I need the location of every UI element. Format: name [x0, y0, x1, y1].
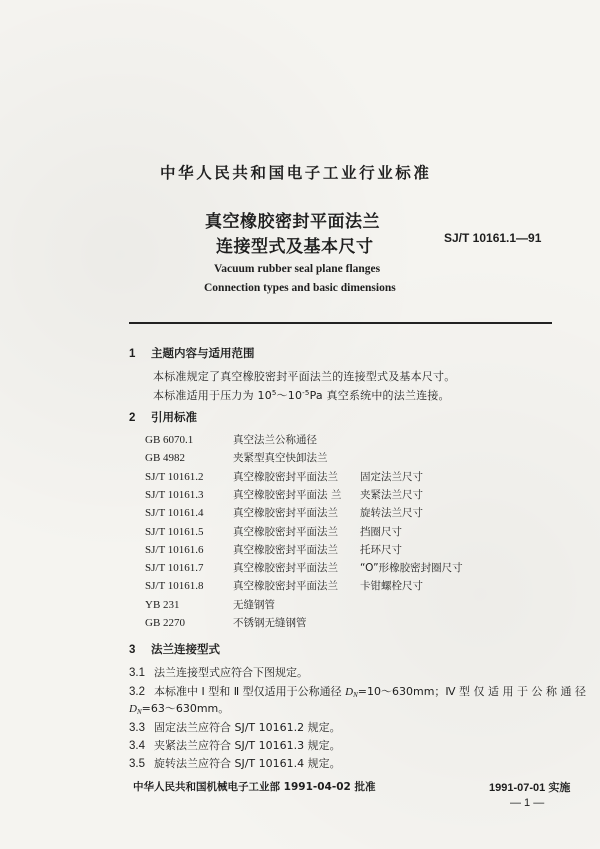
clause-3-5	[129, 755, 341, 771]
reference-code: SJ/T 10161.3	[145, 489, 204, 501]
section-number: 2	[129, 412, 136, 424]
reference-subtitle: 卡钳螺栓尺寸	[360, 580, 423, 592]
reference-code: GB 2270	[145, 617, 186, 629]
reference-row	[145, 432, 360, 447]
reference-row	[145, 542, 402, 557]
reference-code: SJ/T 10161.6	[145, 544, 204, 556]
reference-subtitle: 夹紧法兰尺寸	[360, 489, 423, 501]
title-chinese-line1: 真空橡胶密封平面法兰	[205, 212, 380, 232]
section-1-paragraph-1: 本标准规定了真空橡胶密封平面法兰的连接型式及基本尺寸。	[153, 370, 456, 383]
clause-3-3	[129, 719, 341, 735]
clause-3-2-continuation	[129, 700, 229, 716]
section-3-heading	[129, 641, 220, 657]
section-number: 3	[129, 644, 136, 656]
section-title: 主题内容与适用范围	[151, 346, 255, 360]
reference-title: 真空橡胶密封平面法兰	[233, 580, 338, 592]
reference-subtitle: 托环尺寸	[360, 544, 402, 556]
clause-number: 3.1	[129, 667, 145, 679]
dn-subscript: N	[353, 691, 358, 699]
reference-title: 真空橡胶密封平面法兰	[233, 471, 338, 483]
reference-subtitle: 旋转法兰尺寸	[360, 507, 423, 519]
reference-title: 真空橡胶密封平面法兰	[233, 562, 338, 574]
reference-code: GB 4982	[145, 452, 186, 464]
issuing-organization: 中华人民共和国电子工业行业标准	[160, 164, 432, 182]
approval-statement: 中华人民共和国机械电子工业部 1991-04-02 批准	[133, 781, 376, 793]
section-number: 1	[129, 348, 136, 360]
clause-3-2	[129, 683, 586, 699]
exponent: -5	[302, 389, 310, 397]
reference-subtitle: “O”形橡胶密封圈尺寸	[360, 562, 463, 574]
clause-number: 3.4	[129, 740, 145, 752]
title-chinese-line2: 连接型式及基本尺寸	[216, 237, 374, 257]
clause-text: =10～630mm；Ⅳ 型 仅 适 用 于 公 称 通 径	[357, 685, 587, 698]
text: ～10	[276, 389, 303, 402]
reference-row	[145, 505, 423, 520]
section-2-heading	[129, 409, 197, 425]
title-english-line2: Connection types and basic dimensions	[204, 282, 396, 294]
reference-title: 真空法兰公称通径	[233, 434, 317, 446]
section-title: 引用标准	[151, 410, 197, 424]
reference-title: 夹紧型真空快卸法兰	[233, 452, 328, 464]
dn-symbol: D	[129, 703, 137, 715]
header-divider	[129, 322, 552, 324]
reference-code: GB 6070.1	[145, 434, 194, 446]
exponent: 5	[271, 389, 277, 397]
reference-code: YB 231	[145, 599, 180, 611]
clause-text: 本标准中 Ⅰ 型和 Ⅱ 型仅适用于公称通径	[154, 685, 346, 698]
text: Pa 真空系统中的法兰连接。	[309, 389, 450, 402]
reference-row	[145, 578, 423, 593]
section-1-heading	[129, 345, 255, 361]
implementation-date: 1991-07-01 实施	[489, 782, 571, 794]
reference-title: 真空橡胶密封平面法 兰	[233, 489, 342, 501]
standard-code: SJ/T 10161.1—91	[444, 231, 542, 245]
clause-text: 旋转法兰应符合 SJ/T 10161.4 规定。	[154, 757, 341, 770]
title-english-line1: Vacuum rubber seal plane flanges	[214, 263, 381, 275]
dn-symbol: D	[345, 686, 354, 698]
reference-row	[145, 597, 360, 612]
clause-number: 3.2	[129, 686, 145, 698]
page-number: — 1 —	[510, 797, 545, 809]
reference-row	[145, 450, 360, 465]
reference-title: 真空橡胶密封平面法兰	[233, 544, 338, 556]
clause-number: 3.3	[129, 722, 145, 734]
clause-number: 3.5	[129, 758, 145, 770]
reference-code: SJ/T 10161.7	[145, 562, 204, 574]
reference-title: 不锈钢无缝钢管	[233, 617, 307, 629]
reference-row	[145, 487, 423, 502]
reference-title: 无缝钢管	[233, 599, 275, 611]
reference-code: SJ/T 10161.4	[145, 507, 204, 519]
clause-text: 固定法兰应符合 SJ/T 10161.2 规定。	[154, 721, 341, 734]
clause-3-4	[129, 737, 341, 753]
dn-subscript: N	[136, 708, 142, 716]
clause-text: =63～630mm。	[141, 702, 230, 715]
reference-row	[145, 469, 423, 484]
section-title: 法兰连接型式	[151, 642, 220, 656]
reference-title: 真空橡胶密封平面法兰	[233, 507, 338, 519]
reference-code: SJ/T 10161.8	[145, 580, 204, 592]
reference-row	[145, 560, 463, 575]
reference-row	[145, 524, 402, 539]
reference-code: SJ/T 10161.2	[145, 471, 204, 483]
reference-subtitle: 固定法兰尺寸	[360, 471, 423, 483]
clause-text: 法兰连接型式应符合下图规定。	[154, 666, 308, 679]
reference-title: 真空橡胶密封平面法兰	[233, 526, 338, 538]
reference-subtitle: 挡圈尺寸	[360, 526, 402, 538]
reference-code: SJ/T 10161.5	[145, 526, 204, 538]
clause-text: 夹紧法兰应符合 SJ/T 10161.3 规定。	[154, 739, 341, 752]
clause-3-1	[129, 664, 308, 680]
reference-row	[145, 615, 360, 630]
text: 本标准适用于压力为 10	[153, 389, 272, 402]
section-1-paragraph-2	[153, 387, 450, 403]
